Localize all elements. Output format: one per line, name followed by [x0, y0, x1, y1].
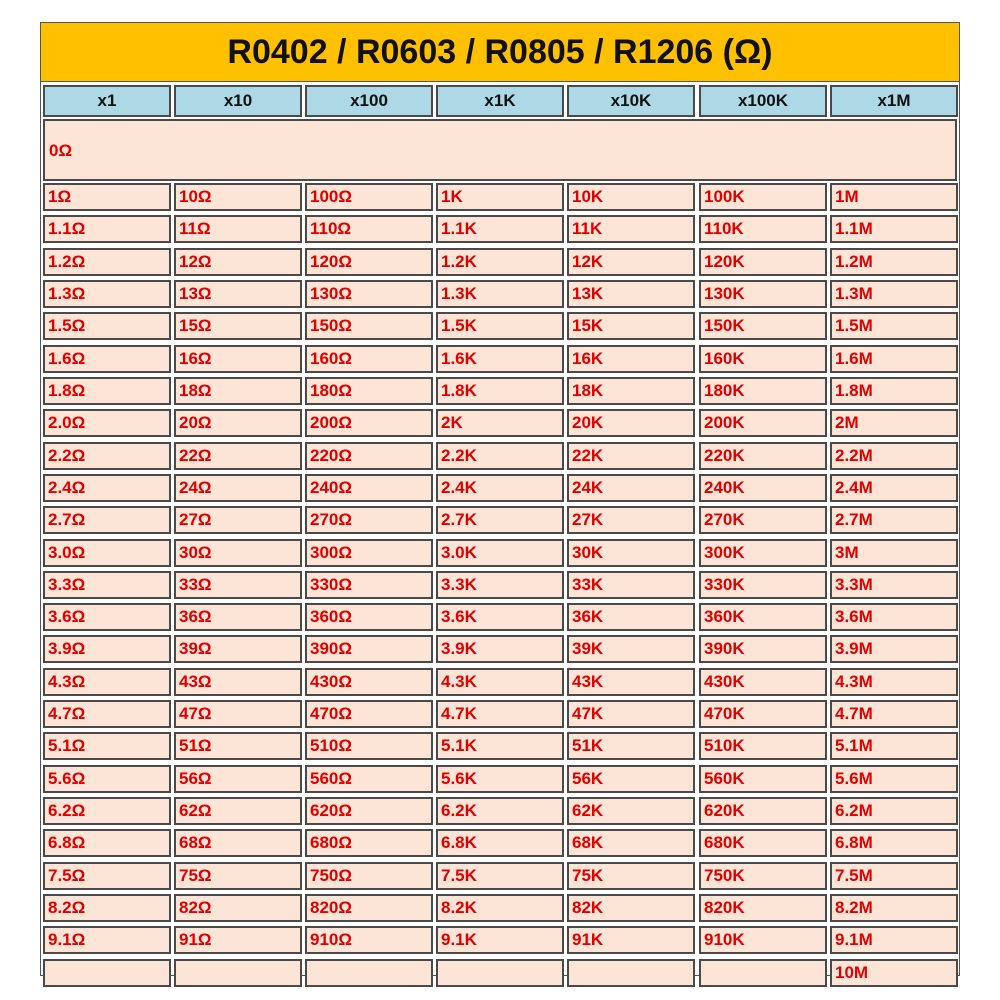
table-cell: 24K: [567, 474, 695, 502]
table-cell: 39K: [567, 635, 695, 663]
table-cell: 110Ω: [305, 215, 433, 243]
zero-ohm-row: [43, 119, 957, 181]
table-cell: 30K: [567, 539, 695, 567]
table-cell: 3.3Ω: [43, 571, 171, 599]
table-cell: 560Ω: [305, 765, 433, 793]
table-cell: 1.8M: [830, 377, 958, 405]
table-cell: 5.1Ω: [43, 732, 171, 760]
table-cell: 430Ω: [305, 668, 433, 696]
table-cell: 1.6Ω: [43, 345, 171, 373]
table-cell: 560K: [699, 765, 827, 793]
column-header: x10K: [567, 85, 695, 117]
table-cell: 1Ω: [43, 183, 171, 211]
table-cell: 1.3K: [436, 280, 564, 308]
table-cell: 430K: [699, 668, 827, 696]
table-cell: 91Ω: [174, 926, 302, 954]
table-cell: 120Ω: [305, 248, 433, 276]
table-cell: 5.6K: [436, 765, 564, 793]
table-cell: 1.6K: [436, 345, 564, 373]
table-cell: 1.5K: [436, 312, 564, 340]
column-header: x100K: [699, 85, 827, 117]
table-cell: 270Ω: [305, 506, 433, 534]
table-cell: 11Ω: [174, 215, 302, 243]
table-cell: 150Ω: [305, 312, 433, 340]
table-cell: 220Ω: [305, 442, 433, 470]
table-cell: 2.2K: [436, 442, 564, 470]
table-cell: 8.2K: [436, 894, 564, 922]
table-cell: 68Ω: [174, 829, 302, 857]
table-cell: 300K: [699, 539, 827, 567]
table-title: R0402 / R0603 / R0805 / R1206 (Ω): [41, 23, 959, 82]
table-cell: 33K: [567, 571, 695, 599]
table-cell: 27K: [567, 506, 695, 534]
table-cell: 100K: [699, 183, 827, 211]
table-cell: 6.8Ω: [43, 829, 171, 857]
table-cell: 3.9Ω: [43, 635, 171, 663]
resistor-value-table: [40, 22, 960, 982]
table-cell: 330K: [699, 571, 827, 599]
table-cell: 620K: [699, 797, 827, 825]
table-cell: 130Ω: [305, 280, 433, 308]
table-cell: 3.3M: [830, 571, 958, 599]
table-cell: 6.2M: [830, 797, 958, 825]
table-cell: 2K: [436, 409, 564, 437]
table-cell: 2.4K: [436, 474, 564, 502]
table-cell: 27Ω: [174, 506, 302, 534]
table-cell: 680K: [699, 829, 827, 857]
table-cell: 75Ω: [174, 862, 302, 890]
table-cell: 36K: [567, 603, 695, 631]
table-cell: 51K: [567, 732, 695, 760]
table-cell: 20K: [567, 409, 695, 437]
table-cell: 18K: [567, 377, 695, 405]
table-cell: 100Ω: [305, 183, 433, 211]
table-cell: 36Ω: [174, 603, 302, 631]
table-cell: 2.7Ω: [43, 506, 171, 534]
table-cell: 1.5Ω: [43, 312, 171, 340]
table-cell: 16K: [567, 345, 695, 373]
table-cell: 47K: [567, 700, 695, 728]
table-cell: 6.2K: [436, 797, 564, 825]
table-cell: 240K: [699, 474, 827, 502]
table-cell: 15Ω: [174, 312, 302, 340]
table-cell: 13Ω: [174, 280, 302, 308]
table-cell: 4.3Ω: [43, 668, 171, 696]
table-cell: 13K: [567, 280, 695, 308]
table-cell: 47Ω: [174, 700, 302, 728]
table-cell: 1K: [436, 183, 564, 211]
table-cell: 220K: [699, 442, 827, 470]
table-cell: 9.1M: [830, 926, 958, 954]
table-cell: 1.5M: [830, 312, 958, 340]
table-cell: 4.7Ω: [43, 700, 171, 728]
table-cell: 2.4M: [830, 474, 958, 502]
table-cell: 4.7K: [436, 700, 564, 728]
table-cell: 22K: [567, 442, 695, 470]
table-cell: 910K: [699, 926, 827, 954]
table-cell: 75K: [567, 862, 695, 890]
table-cell: 1.8Ω: [43, 377, 171, 405]
table-cell: 910Ω: [305, 926, 433, 954]
table-cell: 7.5Ω: [43, 862, 171, 890]
table-cell: 510K: [699, 732, 827, 760]
table-cell: 16Ω: [174, 345, 302, 373]
table-cell: 24Ω: [174, 474, 302, 502]
table-cell: 3.6Ω: [43, 603, 171, 631]
table-cell: 470Ω: [305, 700, 433, 728]
table-cell: 1.1K: [436, 215, 564, 243]
table-cell: [436, 959, 564, 987]
table-cell: 12Ω: [174, 248, 302, 276]
table-cell: 120K: [699, 248, 827, 276]
zero-ohm-value: 0Ω: [49, 141, 73, 160]
table-cell: 7.5M: [830, 862, 958, 890]
table-cell: 160K: [699, 345, 827, 373]
table-cell: 330Ω: [305, 571, 433, 599]
table-cell: 3.6K: [436, 603, 564, 631]
table-cell: 1.8K: [436, 377, 564, 405]
table-cell: 62Ω: [174, 797, 302, 825]
table-cell: 820K: [699, 894, 827, 922]
table-cell: 750Ω: [305, 862, 433, 890]
table-cell: 91K: [567, 926, 695, 954]
table-cell: 1.1M: [830, 215, 958, 243]
table-cell: 10M: [830, 959, 958, 987]
table-cell: 9.1Ω: [43, 926, 171, 954]
table-cell: 56Ω: [174, 765, 302, 793]
table-cell: 200K: [699, 409, 827, 437]
table-cell: 1.3M: [830, 280, 958, 308]
table-cell: 62K: [567, 797, 695, 825]
table-cell: 56K: [567, 765, 695, 793]
table-cell: 33Ω: [174, 571, 302, 599]
table-cell: 8.2M: [830, 894, 958, 922]
table-cell: 300Ω: [305, 539, 433, 567]
table-cell: 10K: [567, 183, 695, 211]
table-cell: 8.2Ω: [43, 894, 171, 922]
table-cell: 6.8K: [436, 829, 564, 857]
table-cell: 2.0Ω: [43, 409, 171, 437]
table-cell: 360Ω: [305, 603, 433, 631]
table-cell: 5.1M: [830, 732, 958, 760]
table-cell: 1.2K: [436, 248, 564, 276]
table-cell: 240Ω: [305, 474, 433, 502]
table-cell: 270K: [699, 506, 827, 534]
table-cell: 200Ω: [305, 409, 433, 437]
table-cell: 10Ω: [174, 183, 302, 211]
table-cell: [567, 959, 695, 987]
table-cell: 15K: [567, 312, 695, 340]
table-cell: 22Ω: [174, 442, 302, 470]
table-cell: 820Ω: [305, 894, 433, 922]
table-cell: 2M: [830, 409, 958, 437]
table-cell: 1.3Ω: [43, 280, 171, 308]
table-cell: 43Ω: [174, 668, 302, 696]
table-cell: 43K: [567, 668, 695, 696]
table-cell: 4.3M: [830, 668, 958, 696]
table-cell: 130K: [699, 280, 827, 308]
table-cell: 4.3K: [436, 668, 564, 696]
table-cell: 68K: [567, 829, 695, 857]
table-cell: 20Ω: [174, 409, 302, 437]
table-cell: 1M: [830, 183, 958, 211]
table-cell: 3.6M: [830, 603, 958, 631]
table-cell: 110K: [699, 215, 827, 243]
table-cell: 160Ω: [305, 345, 433, 373]
column-header: x1K: [436, 85, 564, 117]
table-cell: 680Ω: [305, 829, 433, 857]
table-cell: 620Ω: [305, 797, 433, 825]
table-cell: 11K: [567, 215, 695, 243]
table-cell: 1.2Ω: [43, 248, 171, 276]
column-header: x100: [305, 85, 433, 117]
table-cell: 470K: [699, 700, 827, 728]
table-cell: 5.1K: [436, 732, 564, 760]
table-cell: 82Ω: [174, 894, 302, 922]
table-cell: 3.3K: [436, 571, 564, 599]
table-cell: 5.6Ω: [43, 765, 171, 793]
table-cell: 1.2M: [830, 248, 958, 276]
table-cell: [174, 959, 302, 987]
table-cell: 3.0K: [436, 539, 564, 567]
table-cell: 51Ω: [174, 732, 302, 760]
table-cell: 7.5K: [436, 862, 564, 890]
table-cell: 2.7K: [436, 506, 564, 534]
table-cell: 4.7M: [830, 700, 958, 728]
table-cell: 510Ω: [305, 732, 433, 760]
column-header: x10: [174, 85, 302, 117]
column-header: x1M: [830, 85, 958, 117]
table-cell: 390Ω: [305, 635, 433, 663]
table-cell: 2.4Ω: [43, 474, 171, 502]
table-cell: 750K: [699, 862, 827, 890]
table-cell: 3.0Ω: [43, 539, 171, 567]
table-cell: 2.2M: [830, 442, 958, 470]
column-header: x1: [43, 85, 171, 117]
table-cell: 180Ω: [305, 377, 433, 405]
table-cell: 2.2Ω: [43, 442, 171, 470]
table-cell: [43, 959, 171, 987]
table-cell: [305, 959, 433, 987]
table-cell: [699, 959, 827, 987]
table-cell: 390K: [699, 635, 827, 663]
table-cell: 12K: [567, 248, 695, 276]
table-cell: 82K: [567, 894, 695, 922]
table-cell: 5.6M: [830, 765, 958, 793]
table-cell: 6.8M: [830, 829, 958, 857]
table-cell: 3.9K: [436, 635, 564, 663]
table-cell: 150K: [699, 312, 827, 340]
table-cell: 1.1Ω: [43, 215, 171, 243]
table-cell: 1.6M: [830, 345, 958, 373]
table-cell: 3.9M: [830, 635, 958, 663]
table-cell: 18Ω: [174, 377, 302, 405]
table-cell: 9.1K: [436, 926, 564, 954]
table-cell: 6.2Ω: [43, 797, 171, 825]
table-cell: 3M: [830, 539, 958, 567]
table-cell: 2.7M: [830, 506, 958, 534]
table-cell: 180K: [699, 377, 827, 405]
table-cell: 30Ω: [174, 539, 302, 567]
table-cell: 360K: [699, 603, 827, 631]
table-cell: 39Ω: [174, 635, 302, 663]
